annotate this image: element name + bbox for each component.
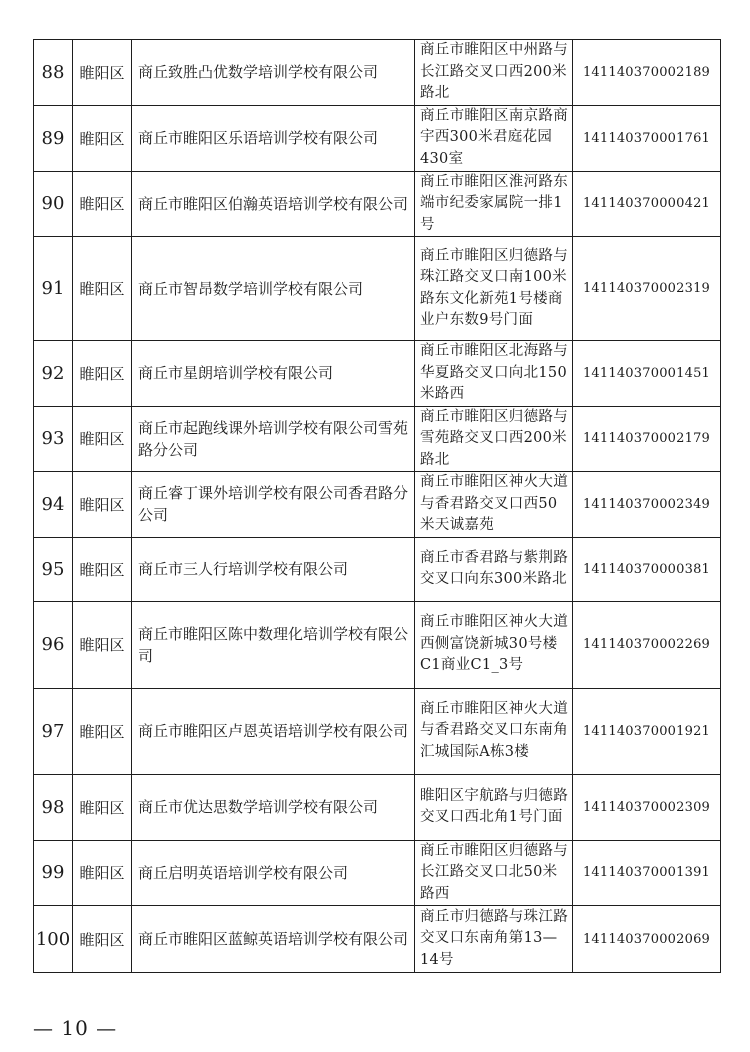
school-name-cell: 商丘市睢阳区陈中数理化培训学校有限公司 <box>132 601 415 688</box>
school-name-cell: 商丘市睢阳区伯瀚英语培训学校有限公司 <box>132 171 415 237</box>
license-code-cell: 141140370002189 <box>573 40 721 106</box>
table-row <box>34 40 721 106</box>
license-code-cell: 141140370000381 <box>573 537 721 601</box>
row-number: 98 <box>34 774 73 840</box>
table-row <box>34 537 721 601</box>
table-row <box>34 105 721 171</box>
table-row <box>34 171 721 237</box>
address-cell: 商丘市香君路与紫荆路交叉口向东300米路北 <box>415 537 573 601</box>
address-cell: 商丘市睢阳区归德路与雪苑路交叉口西200米路北 <box>415 406 573 472</box>
license-code-cell: 141140370001761 <box>573 105 721 171</box>
row-number: 94 <box>34 472 73 538</box>
table-row <box>34 688 721 774</box>
table-row <box>34 406 721 472</box>
page-number: — 10 — <box>33 1016 118 1040</box>
address-cell: 商丘市睢阳区南京路商宇西300米君庭花园430室 <box>415 105 573 171</box>
school-name-cell: 商丘致胜凸优数学培训学校有限公司 <box>132 40 415 106</box>
table-row <box>34 601 721 688</box>
district-cell: 睢阳区 <box>73 601 132 688</box>
table-body <box>34 40 721 973</box>
row-number: 99 <box>34 840 73 906</box>
table-row <box>34 237 721 341</box>
school-name-cell: 商丘睿丁课外培训学校有限公司香君路分公司 <box>132 472 415 538</box>
school-name-cell: 商丘市优达思数学培训学校有限公司 <box>132 774 415 840</box>
license-code-cell: 141140370001451 <box>573 341 721 407</box>
school-name-cell: 商丘市三人行培训学校有限公司 <box>132 537 415 601</box>
address-cell: 商丘市睢阳区神火大道与香君路交叉口西50米天诚嘉苑 <box>415 472 573 538</box>
table-row <box>34 906 721 973</box>
address-cell: 睢阳区宇航路与归德路交叉口西北角1号门面 <box>415 774 573 840</box>
license-code-cell: 141140370002179 <box>573 406 721 472</box>
district-cell: 睢阳区 <box>73 341 132 407</box>
school-name-cell: 商丘市星朗培训学校有限公司 <box>132 341 415 407</box>
license-code-cell: 141140370001391 <box>573 840 721 906</box>
row-number: 88 <box>34 40 73 106</box>
address-cell: 商丘市睢阳区淮河路东端市纪委家属院一排1号 <box>415 171 573 237</box>
school-list-table <box>33 39 721 973</box>
district-cell: 睢阳区 <box>73 537 132 601</box>
license-code-cell: 141140370002319 <box>573 237 721 341</box>
license-code-cell: 141140370002349 <box>573 472 721 538</box>
table-row <box>34 774 721 840</box>
row-number: 100 <box>34 906 73 973</box>
license-code-cell: 141140370000421 <box>573 171 721 237</box>
district-cell: 睢阳区 <box>73 906 132 973</box>
district-cell: 睢阳区 <box>73 688 132 774</box>
district-cell: 睢阳区 <box>73 472 132 538</box>
district-cell: 睢阳区 <box>73 774 132 840</box>
row-number: 90 <box>34 171 73 237</box>
address-cell: 商丘市归德路与珠江路交叉口东南角第13—14号 <box>415 906 573 973</box>
school-name-cell: 商丘市起跑线课外培训学校有限公司雪苑路分公司 <box>132 406 415 472</box>
school-name-cell: 商丘市智昂数学培训学校有限公司 <box>132 237 415 341</box>
license-code-cell: 141140370002269 <box>573 601 721 688</box>
license-code-cell: 141140370002309 <box>573 774 721 840</box>
license-code-cell: 141140370002069 <box>573 906 721 973</box>
district-cell: 睢阳区 <box>73 406 132 472</box>
address-cell: 商丘市睢阳区神火大道与香君路交叉口东南角汇城国际A栋3楼 <box>415 688 573 774</box>
address-cell: 商丘市睢阳区神火大道西侧富饶新城30号楼C1商业C1_3号 <box>415 601 573 688</box>
district-cell: 睢阳区 <box>73 171 132 237</box>
row-number: 91 <box>34 237 73 341</box>
address-cell: 商丘市睢阳区归德路与珠江路交叉口南100米路东文化新苑1号楼商业户东数9号门面 <box>415 237 573 341</box>
row-number: 95 <box>34 537 73 601</box>
school-name-cell: 商丘市睢阳区卢恩英语培训学校有限公司 <box>132 688 415 774</box>
table-row <box>34 840 721 906</box>
school-name-cell: 商丘市睢阳区乐语培训学校有限公司 <box>132 105 415 171</box>
district-cell: 睢阳区 <box>73 40 132 106</box>
district-cell: 睢阳区 <box>73 105 132 171</box>
district-cell: 睢阳区 <box>73 237 132 341</box>
address-cell: 商丘市睢阳区北海路与华夏路交叉口向北150米路西 <box>415 341 573 407</box>
district-cell: 睢阳区 <box>73 840 132 906</box>
school-name-cell: 商丘市睢阳区蓝鲸英语培训学校有限公司 <box>132 906 415 973</box>
row-number: 97 <box>34 688 73 774</box>
address-cell: 商丘市睢阳区归德路与长江路交叉口北50米路西 <box>415 840 573 906</box>
school-name-cell: 商丘启明英语培训学校有限公司 <box>132 840 415 906</box>
row-number: 93 <box>34 406 73 472</box>
address-cell: 商丘市睢阳区中州路与长江路交叉口西200米路北 <box>415 40 573 106</box>
row-number: 96 <box>34 601 73 688</box>
table-row <box>34 472 721 538</box>
license-code-cell: 141140370001921 <box>573 688 721 774</box>
table-row <box>34 341 721 407</box>
row-number: 89 <box>34 105 73 171</box>
row-number: 92 <box>34 341 73 407</box>
